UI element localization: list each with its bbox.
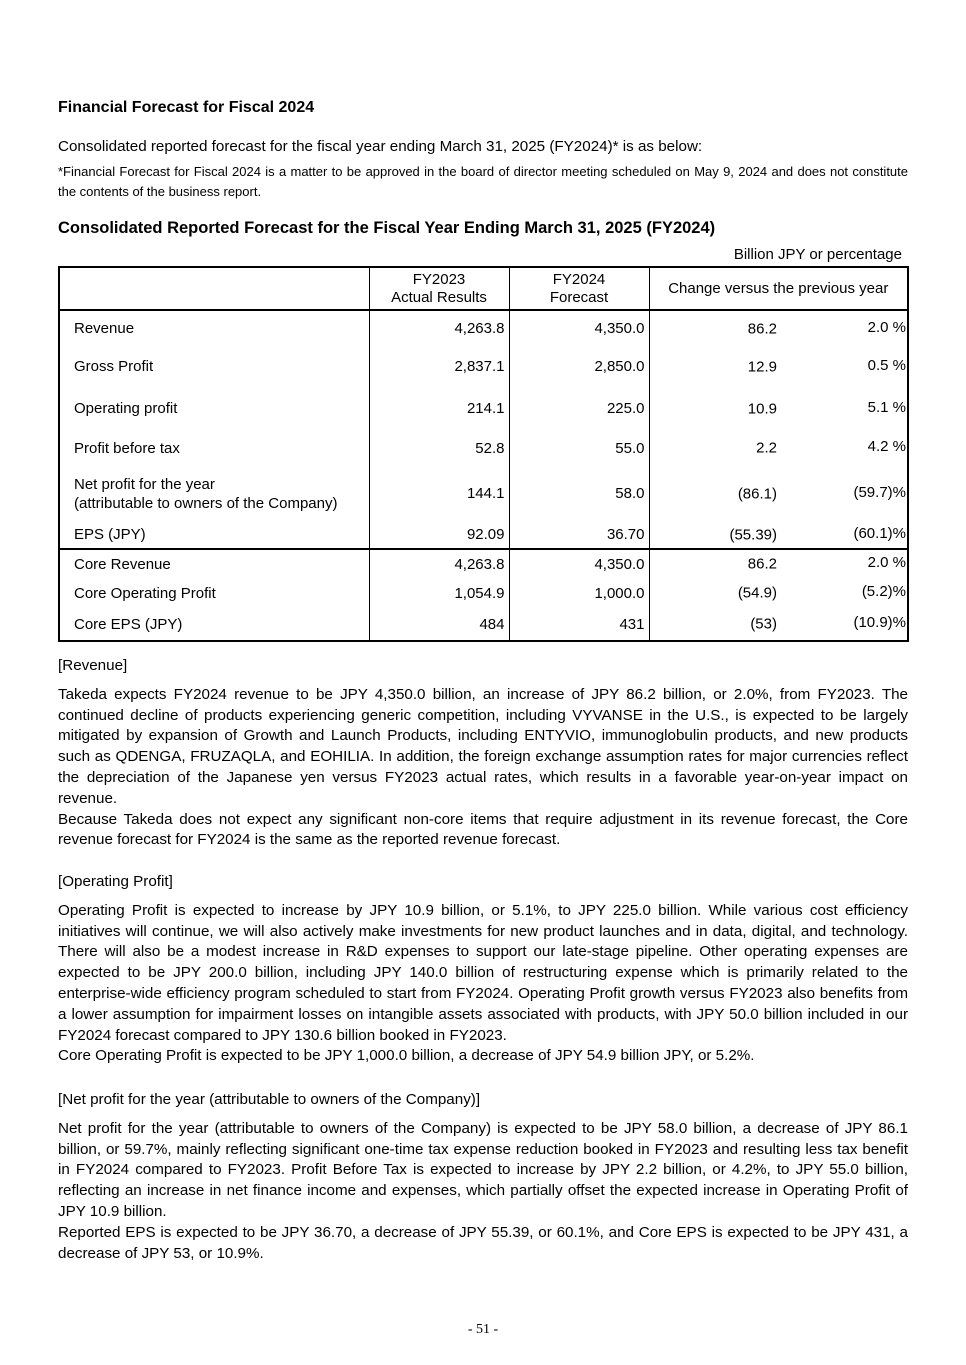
row-label: Core EPS (JPY) — [59, 608, 369, 641]
fy2024-value: 1,000.0 — [509, 578, 649, 608]
header-change: Change versus the previous year — [649, 267, 908, 310]
table-row — [59, 521, 908, 549]
fy2024-value: 55.0 — [509, 430, 649, 466]
fy2024-value: 2,850.0 — [509, 346, 649, 387]
row-label: Net profit for the year (attributable to owners of the Company) — [59, 466, 369, 521]
paragraph: Takeda expects FY2024 revenue to be JPY 4,350.0 billion, an increase of JPY 86.2 billion, or 2.0%, from FY2023. The continued decline of products experiencing generic competition, including VYVANSE in the U.S., is expected to be largely mitigated by expansion of Growth and Launch Products, including ENTYVIO, immunoglobulin products, and new products such as QDENGA, FRUZAQLA, and EOHILIA. In addition, the foreign exchange assumption rates for major currencies reflect the depreciation of the Japanese yen versus FY2023 actual rates, which results in a favorable year-on-year impact on revenue. — [58, 685, 908, 807]
section-heading: [Net profit for the year (attributable to owners of the Company)] — [58, 1091, 481, 1108]
change-value: 12.9 — [747, 358, 777, 375]
fy2023-value: 2,837.1 — [369, 346, 509, 387]
fy2023-value: 4,263.8 — [369, 549, 509, 578]
change-value: (86.1) — [737, 485, 777, 502]
change-value: 2.2 — [756, 439, 777, 457]
table-row — [59, 387, 908, 430]
forecast-table — [58, 266, 908, 642]
paragraph: Net profit for the year (attributable to owners of the Company) is expected to be JPY 58.0 billion, a decrease of JPY 86.1 billion, or 59.7%, mainly reflecting significant one-time tax expense reduction booked in FY2023 and resulting less tax benefit in FY2024 compared to FY2023. Profit Before Tax is expected to increase by JPY 2.2 billion, or 4.2%, to JPY 55.0 billion, reflecting an increase in net finance income and expenses, which partially offset the expected increase in Operating Profit of JPY 10.9 billion. — [58, 1119, 908, 1220]
change-percent: (59.7)% — [853, 483, 906, 501]
table-row — [59, 430, 908, 466]
change-value: (54.9) — [737, 584, 777, 602]
section — [58, 656, 908, 851]
change-cell — [649, 387, 908, 430]
section-heading: [Revenue] — [58, 657, 128, 674]
change-percent: 2.0 % — [867, 318, 906, 336]
fy2024-value: 431 — [509, 608, 649, 641]
paragraph: Because Takeda does not expect any significant non-core items that require adjustment in its revenue forecast, the Core revenue forecast for FY2024 is the same as the reported revenue forecast. — [58, 810, 908, 849]
fy2023-value: 214.1 — [369, 387, 509, 430]
paragraph: Operating Profit is expected to increase by JPY 10.9 billion, or 5.1%, to JPY 225.0 billion. While various cost efficiency initiatives will continue, we will also actively make investments for new product launches and in data, digital, and technology. There will also be a modest increase in R&D expenses to support our late-stage pipeline. Other operating expenses are expected to be JPY 200.0 billion, including JPY 140.0 billion of restructuring expense which is primarily related to the enterprise-wide efficiency program scheduled to start from FY2024. Operating Profit growth versus FY2023 also benefits from a lower assumption for impairment losses on intangible assets associated with products, with JPY 50.0 billion included in our FY2024 forecast compared to JPY 130.6 billion booked in FY2023. — [58, 901, 908, 1044]
header-blank — [59, 267, 369, 310]
change-percent: (60.1)% — [853, 524, 906, 542]
header-fy2024: FY2024 Forecast — [509, 267, 649, 310]
fy2024-value: 58.0 — [509, 466, 649, 521]
change-percent: 2.0 % — [867, 553, 906, 571]
fy2024-value: 4,350.0 — [509, 310, 649, 346]
change-percent: 0.5 % — [867, 356, 906, 374]
section — [58, 872, 908, 1067]
change-cell — [649, 608, 908, 641]
change-percent: 4.2 % — [867, 437, 906, 455]
page-title: Financial Forecast for Fiscal 2024 — [58, 99, 315, 116]
change-cell — [649, 521, 908, 549]
change-cell — [649, 346, 908, 387]
table-row — [59, 549, 908, 578]
change-value: (53) — [750, 615, 777, 633]
intro-text: Consolidated reported forecast for the fiscal year ending March 31, 2025 (FY2024)* is as below: — [58, 138, 703, 155]
fy2023-value: 4,263.8 — [369, 310, 509, 346]
change-percent: (10.9)% — [853, 613, 906, 631]
row-label: Revenue — [59, 310, 369, 346]
fy2024-value: 4,350.0 — [509, 549, 649, 578]
table-title: Consolidated Reported Forecast for the Fiscal Year Ending March 31, 2025 (FY2024) — [58, 219, 716, 237]
change-cell — [649, 549, 908, 578]
table-row — [59, 578, 908, 608]
change-value: 86.2 — [747, 555, 777, 573]
row-label: Profit before tax — [59, 430, 369, 466]
change-value: (55.39) — [729, 526, 777, 543]
change-percent: 5.1 % — [867, 398, 906, 416]
fy2023-value: 144.1 — [369, 466, 509, 521]
row-label: EPS (JPY) — [59, 521, 369, 549]
change-cell — [649, 310, 908, 346]
fy2023-value: 52.8 — [369, 430, 509, 466]
fy2024-value: 225.0 — [509, 387, 649, 430]
table-row — [59, 608, 908, 641]
change-cell — [649, 430, 908, 466]
change-value: 86.2 — [747, 320, 777, 337]
paragraph: Reported EPS is expected to be JPY 36.70, a decrease of JPY 55.39, or 60.1%, and Core EPS is expected to be JPY 431, a decrease of JPY 53, or 10.9%. — [58, 1223, 908, 1262]
page-number: - 51 - — [467, 1322, 499, 1337]
fy2023-value: 1,054.9 — [369, 578, 509, 608]
unit-label: Billion JPY or percentage — [733, 246, 902, 263]
row-label: Core Operating Profit — [59, 578, 369, 608]
row-label: Operating profit — [59, 387, 369, 430]
row-label: Gross Profit — [59, 346, 369, 387]
change-cell — [649, 466, 908, 521]
table-row — [59, 466, 908, 521]
fy2023-value: 92.09 — [369, 521, 509, 549]
paragraph: Core Operating Profit is expected to be JPY 1,000.0 billion, a decrease of JPY 54.9 billion JPY, or 5.2%. — [58, 1047, 755, 1065]
header-fy2023: FY2023 Actual Results — [369, 267, 509, 310]
fy2023-value: 484 — [369, 608, 509, 641]
row-label: Core Revenue — [59, 549, 369, 578]
change-percent: (5.2)% — [861, 582, 906, 600]
section-heading: [Operating Profit] — [58, 873, 173, 890]
table-row — [59, 346, 908, 387]
table-row — [59, 310, 908, 346]
fy2024-value: 36.70 — [509, 521, 649, 549]
section — [58, 1090, 908, 1264]
footnote: *Financial Forecast for Fiscal 2024 is a matter to be approved in the board of director meeting scheduled on May 9, 2024 and does not constitute the contents of the business report. — [58, 164, 908, 199]
change-cell — [649, 578, 908, 608]
change-value: 10.9 — [747, 400, 777, 417]
